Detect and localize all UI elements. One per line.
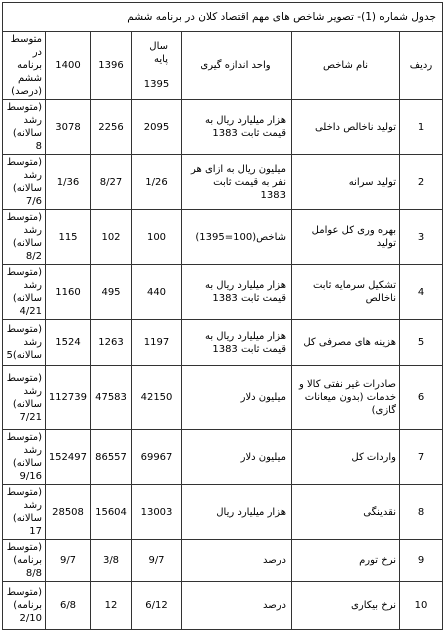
header-base-year [132, 32, 182, 100]
value-1396-cell: 15604 [91, 485, 132, 540]
indicator-name-cell: واردات کل [292, 430, 400, 485]
table-body [3, 100, 443, 630]
average-cell: (متوسط رشد سالانه) 8/2 [3, 210, 46, 265]
header-base-year-label: سال پایه [149, 41, 168, 65]
row-number-cell: 10 [400, 582, 443, 630]
value-1400-cell: 6/8 [46, 582, 91, 630]
indicator-name-cell: هزینه های مصرفی کل [292, 320, 400, 366]
indicator-name-cell: بهره وری کل عوامل تولید [292, 210, 400, 265]
base-year-value-cell: 100 [132, 210, 182, 265]
row-number-cell: 6 [400, 366, 443, 430]
value-1396-cell: 47583 [91, 366, 132, 430]
table-row [3, 430, 443, 485]
average-cell: (متوسط رشد سالانه) 17 [3, 485, 46, 540]
header-1396: 1396 [91, 32, 132, 100]
table-row [3, 582, 443, 630]
header-average: متوسط در برنامه ششم (درصد) [3, 32, 46, 100]
table-row [3, 320, 443, 366]
unit-cell: میلیون دلار [182, 366, 292, 430]
table-title-row [3, 3, 443, 32]
average-cell: (متوسط رشد سالانه) 4/21 [3, 265, 46, 320]
table-row [3, 155, 443, 210]
value-1400-cell: 1524 [46, 320, 91, 366]
value-1400-cell: 1/36 [46, 155, 91, 210]
unit-cell: هزار میلیارد ریال [182, 485, 292, 540]
base-year-value-cell: 1197 [132, 320, 182, 366]
value-1396-cell: 495 [91, 265, 132, 320]
unit-cell: هزار میلیارد ریال به قیمت ثابت 1383 [182, 320, 292, 366]
table-row [3, 540, 443, 582]
table-row [3, 366, 443, 430]
value-1396-cell: 3/8 [91, 540, 132, 582]
base-year-value-cell: 440 [132, 265, 182, 320]
unit-cell: میلیون ریال به ازای هر نفر به قیمت ثابت 1383 [182, 155, 292, 210]
indicator-name-cell: نرخ بیکاری [292, 582, 400, 630]
unit-cell: شاخص(100=1395) [182, 210, 292, 265]
unit-cell: میلیون دلار [182, 430, 292, 485]
value-1400-cell: 28508 [46, 485, 91, 540]
value-1396-cell: 2256 [91, 100, 132, 155]
value-1400-cell: 115 [46, 210, 91, 265]
header-indicator: نام شاخص [292, 32, 400, 100]
unit-cell: هزار میلیارد ریال به قیمت ثابت 1383 [182, 100, 292, 155]
indicator-name-cell: تولید سرانه [292, 155, 400, 210]
base-year-value-cell: 9/7 [132, 540, 182, 582]
average-cell: (متوسط رشد سالانه) 7/21 [3, 366, 46, 430]
row-number-cell: 7 [400, 430, 443, 485]
indicator-name-cell: تولید ناخالص داخلی [292, 100, 400, 155]
header-base-year-value: 1395 [143, 79, 170, 90]
unit-cell: هزار میلیارد ریال به قیمت ثابت 1383 [182, 265, 292, 320]
value-1400-cell: 9/7 [46, 540, 91, 582]
table-row [3, 485, 443, 540]
value-1396-cell: 102 [91, 210, 132, 265]
row-number-cell: 2 [400, 155, 443, 210]
base-year-value-cell: 69967 [132, 430, 182, 485]
header-row-number: ردیف [400, 32, 443, 100]
row-number-cell: 4 [400, 265, 443, 320]
unit-cell: درصد [182, 540, 292, 582]
base-year-value-cell: 42150 [132, 366, 182, 430]
base-year-value-cell: 2095 [132, 100, 182, 155]
average-cell: (متوسط رشد سالانه)5 [3, 320, 46, 366]
indicator-name-cell: تشکیل سرمایه ثابت ناخالص [292, 265, 400, 320]
indicator-name-cell: نرخ تورم [292, 540, 400, 582]
indicator-name-cell: صادرات غیر نفتی کالا و خدمات (بدون میعانات گازی) [292, 366, 400, 430]
row-number-cell: 5 [400, 320, 443, 366]
value-1396-cell: 1263 [91, 320, 132, 366]
table-row [3, 100, 443, 155]
average-cell: (متوسط رشد سالانه) 7/6 [3, 155, 46, 210]
macro-indicators-table [2, 2, 443, 630]
value-1400-cell: 3078 [46, 100, 91, 155]
average-cell: (متوسط برنامه) 8/8 [3, 540, 46, 582]
base-year-value-cell: 13003 [132, 485, 182, 540]
base-year-value-cell: 1/26 [132, 155, 182, 210]
row-number-cell: 1 [400, 100, 443, 155]
row-number-cell: 9 [400, 540, 443, 582]
value-1396-cell: 8/27 [91, 155, 132, 210]
header-1400: 1400 [46, 32, 91, 100]
value-1396-cell: 86557 [91, 430, 132, 485]
value-1396-cell: 12 [91, 582, 132, 630]
average-cell: (متوسط برنامه) 2/10 [3, 582, 46, 630]
indicator-name-cell: نقدینگی [292, 485, 400, 540]
value-1400-cell: 1160 [46, 265, 91, 320]
row-number-cell: 8 [400, 485, 443, 540]
table-header-row [3, 32, 443, 100]
row-number-cell: 3 [400, 210, 443, 265]
table-row [3, 265, 443, 320]
value-1400-cell: 152497 [46, 430, 91, 485]
unit-cell: درصد [182, 582, 292, 630]
value-1400-cell: 112739 [46, 366, 91, 430]
table-row [3, 210, 443, 265]
header-unit: واحد اندازه گیری [182, 32, 292, 100]
average-cell: (متوسط رشد سالانه) 9/16 [3, 430, 46, 485]
base-year-value-cell: 6/12 [132, 582, 182, 630]
average-cell: (متوسط رشد سالانه) 8 [3, 100, 46, 155]
table-title: جدول شماره (1)- تصویر شاخص های مهم اقتصاد کلان در برنامه ششم [3, 3, 443, 32]
